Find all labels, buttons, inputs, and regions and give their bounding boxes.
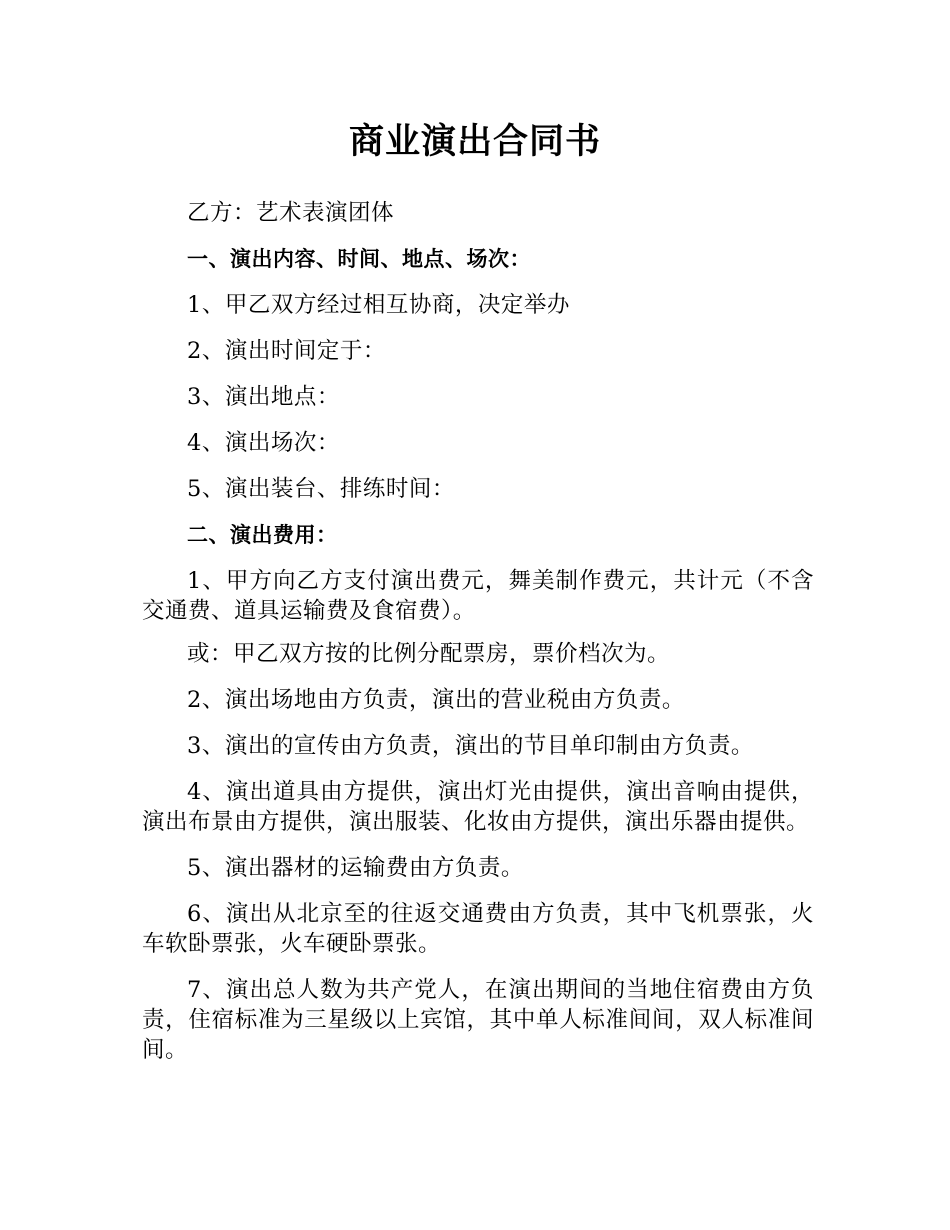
clause-1-3: 3、演出地点： [187,384,340,410]
clause-2-5: 5、演出器材的运输费由方负责。 [187,855,524,881]
document-body [142,198,814,1081]
clause-1-4: 4、演出场次： [187,430,340,456]
section-heading-1: 一、演出内容、时间、地点、场次： [187,247,531,271]
clause-1-2: 2、演出时间定于： [187,338,386,364]
clause-1-1: 1、甲乙双方经过相互协商，决定举办 [187,292,570,318]
document-title: 商业演出合同书 [348,122,601,162]
clause-2-7: 7、演出总人数为共产党人，在演出期间的当地住宿费由方负责，住宿标准为三星级以上宾馆，其中单人标准间间，双人标准间间。 [142,977,814,1063]
party-b-line: 乙方：艺术表演团体 [187,200,395,226]
section-heading-2: 二、演出费用： [187,523,338,547]
clause-2-alt: 或：甲乙双方按的比例分配票房，票价档次为。 [187,641,671,667]
clause-2-4: 4、演出道具由方提供，演出灯光由提供，演出音响由提供，演出布景由方提供，演出服装、化妆由方提供，演出乐器由提供。 [142,779,814,835]
clause-2-1: 1、甲方向乙方支付演出费元，舞美制作费元，共计元（不含交通费、道具运输费及食宿费）。 [142,568,814,624]
clause-2-3: 3、演出的宣传由方负责，演出的节目单印制由方负责。 [187,733,754,759]
clause-1-5: 5、演出装台、排练时间： [187,476,455,502]
clause-2-6: 6、演出从北京至的往返交通费由方负责，其中飞机票张，火车软卧票张，火车硬卧票张。 [142,901,814,957]
clause-2-2: 2、演出场地由方负责，演出的营业税由方负责。 [187,687,685,713]
